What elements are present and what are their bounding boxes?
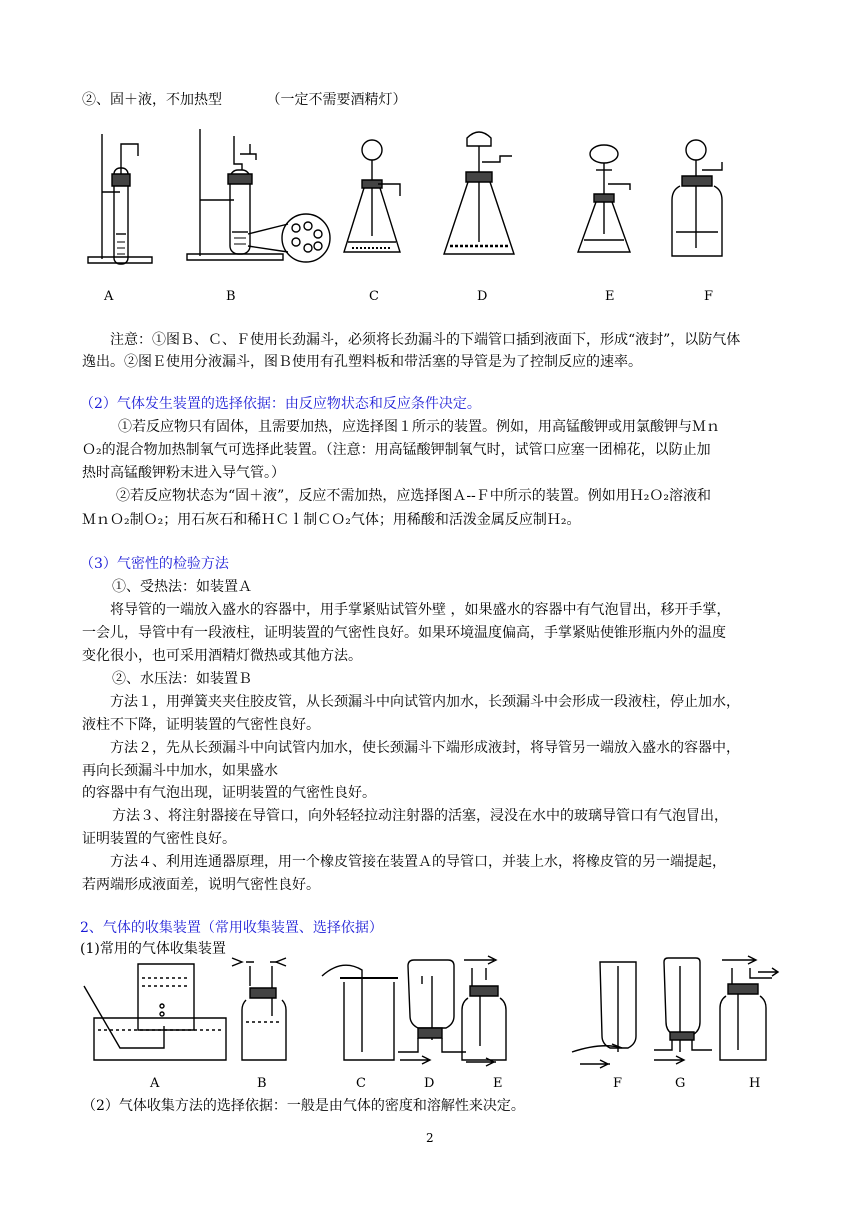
collect-label-d: D <box>424 1076 435 1091</box>
section-4-heading: 2、气体的收集装置（常用收集装置、选择依据） <box>80 920 383 936</box>
collect-label-a: A <box>150 1076 160 1091</box>
collect-label-b: B <box>257 1076 267 1091</box>
collection-c-drawing <box>322 965 398 1060</box>
method-1-line-1: 将导管的一端放入盛水的容器中，用手掌紧贴试管外壁 ，如果盛水的容器中有气泡冒出，移开手掌， <box>110 602 731 618</box>
page-number: 2 <box>426 1131 434 1145</box>
approach-2-line-1: 方法２，先从长颈漏斗中向试管内加水，使长颈漏斗下端形成液封，将导管另一端放入盛水的容器中， <box>110 740 740 756</box>
approach-3-line-2: 证明装置的气密性良好。 <box>82 831 236 847</box>
section-heading <box>82 90 782 110</box>
apparatus-d-drawing <box>444 132 514 254</box>
apparatus-b-drawing <box>187 129 330 262</box>
collect-label-f: F <box>613 1076 623 1091</box>
approach-1-line-1: 方法１，用弹簧夹夹住胶皮管，从长颈漏斗中向试管内加水，长颈漏斗中会形成一段液柱，停止加水， <box>110 694 740 710</box>
apparatus-a-drawing <box>88 134 152 264</box>
section-3-heading: （3）气密性的检验方法 <box>80 556 229 572</box>
approach-2-line-2: 再向长颈漏斗中加水，如果盛水 <box>82 763 278 779</box>
collection-b-drawing <box>232 958 286 1060</box>
fig-label-b: B <box>226 289 236 304</box>
collect-label-c: C <box>356 1076 366 1091</box>
section-4-sub1: (1)常用的气体收集装置 <box>80 941 226 957</box>
fig-label-d: D <box>477 289 488 304</box>
approach-4-line-1: 方法４、利用连通器原理，用一个橡皮管接在装置Ａ的导管口，并装上水，将橡皮管的另一端提起， <box>110 854 726 870</box>
para-1-line-1: ①若反应物只有固体，且需要加热，应选择图１所示的装置。例如，用高锰酸钾或用氯酸钾与Ｍｎ <box>118 419 720 435</box>
note-line-1: 注意：①图Ｂ、Ｃ、Ｆ使用长劲漏斗，必须将长劲漏斗的下端管口插到液面下，形成“液封”，以防气体 <box>110 332 741 348</box>
method-1-title: ①、受热法：如装置Ａ <box>112 579 252 595</box>
collection-h-drawing <box>720 956 778 1060</box>
apparatus-e-drawing <box>578 145 630 252</box>
collection-a-drawing <box>84 964 226 1060</box>
collection-figure-row <box>82 956 782 1074</box>
apparatus-c-drawing <box>344 140 400 252</box>
section-2-heading: （2）气体发生装置的选择依据：由反应物状态和反应条件决定。 <box>80 396 481 412</box>
para-1-line-2: Ｏ₂的混合物加热制氧气可选择此装置。（注意：用高锰酸钾制氧气时，试管口应塞一团棉花，以防止加 <box>82 442 711 458</box>
section-4-sub2: （2）气体收集方法的选择依据：一般是由气体的密度和溶解性来决定。 <box>82 1098 525 1114</box>
para-2-line-2: ＭｎＯ₂制Ｏ₂；用石灰石和稀ＨＣｌ制ＣＯ₂气体；用稀酸和活泼金属反应制Ｈ₂。 <box>82 512 581 528</box>
apparatus-figure-row-1 <box>82 124 762 274</box>
method-1-line-2: 一会儿，导管中有一段液柱，证明装置的气密性良好。如果环境温度偏高，手掌紧贴使锥形瓶内外的温度 <box>82 625 726 641</box>
approach-3-line-1: 方法３、将注射器接在导管口，向外轻轻拉动注射器的活塞，浸没在水中的玻璃导管口有气泡冒出， <box>112 808 728 824</box>
heading-text: ②、固＋液，不加热型 <box>82 92 222 108</box>
heading-note: （一定不需要酒精灯） <box>266 92 407 108</box>
approach-4-line-2: 若两端形成液面差，说明气密性良好。 <box>82 877 320 893</box>
fig-label-a: A <box>104 289 114 304</box>
fig-label-c: C <box>369 289 379 304</box>
method-2-title: ②、水压法：如装置Ｂ <box>112 671 252 687</box>
note-line-2: 逸出。②图Ｅ使用分液漏斗，图Ｂ使用有孔塑料板和带活塞的导管是为了控制反应的速率。 <box>82 354 642 370</box>
fig-label-f: F <box>704 289 714 304</box>
apparatus-f-drawing <box>672 140 722 256</box>
method-1-line-3: 变化很小，也可采用酒精灯微热或其他方法。 <box>82 648 362 664</box>
collection-f-drawing <box>572 962 636 1068</box>
collect-label-g: G <box>675 1076 686 1091</box>
approach-1-line-2: 液柱不下降，证明装置的气密性良好。 <box>82 717 320 733</box>
collection-g-drawing <box>654 958 712 1064</box>
para-1-line-3: 热时高锰酸钾粉末进入导气管。） <box>82 465 285 481</box>
para-2-line-1: ②若反应物状态为“固＋液”，反应不需加热，应选择图Ａ--Ｆ中所示的装置。例如用Ｈ₂Ｏ₂溶液和 <box>116 488 711 504</box>
collect-label-e: E <box>493 1076 503 1091</box>
collection-e-drawing <box>462 956 506 1066</box>
approach-2-line-3: 的容器中有气泡出现，证明装置的气密性良好。 <box>82 785 376 801</box>
collect-label-h: H <box>749 1076 761 1091</box>
collection-d-drawing <box>398 960 466 1064</box>
fig-label-e: E <box>605 289 615 304</box>
